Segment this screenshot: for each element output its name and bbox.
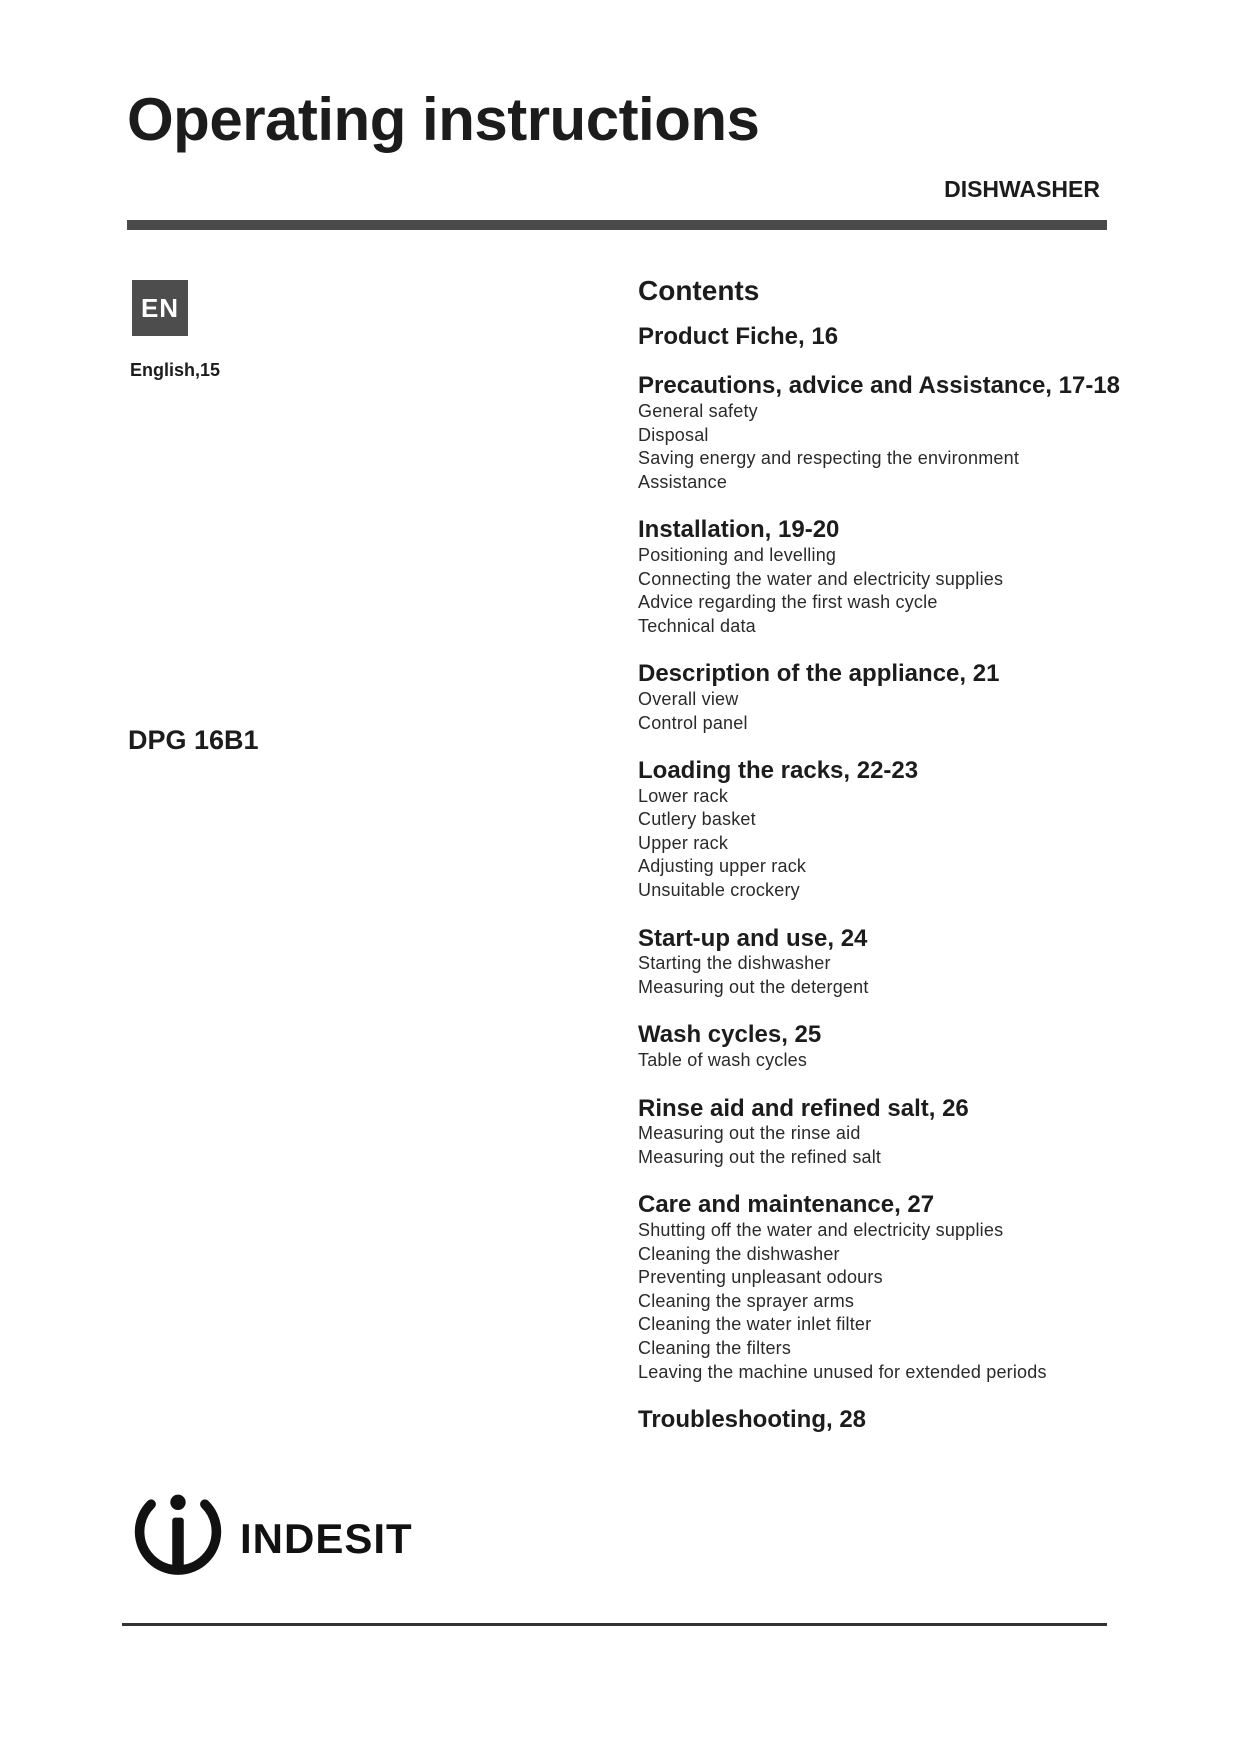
section-items [638, 544, 1218, 638]
section-item: Measuring out the refined salt [638, 1146, 882, 1167]
contents-sections [638, 323, 1218, 1434]
section-items [638, 1122, 1218, 1169]
contents-section [638, 372, 1218, 494]
section-title: Installation, 19-20 [638, 516, 840, 544]
section-title: Troubleshooting, 28 [638, 1406, 867, 1434]
contents-section [638, 925, 1218, 1000]
section-item: Lower rack [638, 785, 729, 806]
section-title: Care and maintenance, 27 [638, 1191, 935, 1219]
contents-section [638, 1406, 1218, 1434]
page-title: Operating instructions [127, 86, 760, 153]
section-item: Cleaning the filters [638, 1337, 792, 1358]
section-item: Overall view [638, 688, 739, 709]
contents-section [638, 1021, 1218, 1072]
brand-name: indesit [240, 1499, 413, 1566]
section-items [638, 1219, 1218, 1384]
contents-section [638, 1095, 1218, 1170]
section-item: Cleaning the dishwasher [638, 1243, 840, 1264]
section-item: Control panel [638, 712, 748, 733]
header-rule [127, 220, 1107, 230]
section-title: Precautions, advice and Assistance, 17-18 [638, 372, 1121, 400]
model-number: DPG 16B1 [128, 725, 259, 755]
section-item: Measuring out the detergent [638, 976, 869, 997]
section-items [638, 952, 1218, 999]
footer-rule [122, 1623, 1107, 1626]
product-type: DISHWASHER [944, 176, 1100, 202]
section-item: Leaving the machine unused for extended periods [638, 1361, 1047, 1382]
section-item: General safety [638, 400, 758, 421]
section-title: Wash cycles, 25 [638, 1021, 822, 1049]
contents-section [638, 660, 1218, 735]
section-item: Positioning and levelling [638, 544, 837, 565]
section-item: Saving energy and respecting the environment [638, 448, 1020, 469]
section-title: Rinse aid and refined salt, 26 [638, 1094, 969, 1122]
section-item: Upper rack [638, 832, 729, 853]
section-title: Loading the racks, 22-23 [638, 757, 919, 785]
section-item: Cleaning the water inlet filter [638, 1314, 872, 1335]
contents-section [638, 1191, 1218, 1384]
section-item: Cutlery basket [638, 809, 756, 830]
contents-section [638, 323, 1218, 351]
section-items [638, 785, 1218, 903]
section-item: Assistance [638, 471, 728, 492]
section-item: Table of wash cycles [638, 1050, 808, 1071]
section-item: Adjusting upper rack [638, 856, 807, 877]
section-title: Product Fiche, 16 [638, 322, 839, 350]
section-item: Advice regarding the first wash cycle [638, 592, 938, 613]
table-of-contents [638, 276, 1218, 1456]
contents-section [638, 516, 1218, 638]
section-title: Description of the appliance, 21 [638, 660, 1000, 688]
contents-section [638, 757, 1218, 903]
info-circle-icon [130, 1485, 226, 1581]
section-title: Start-up and use, 24 [638, 924, 868, 952]
section-items [638, 400, 1218, 494]
contents-title: Contents [638, 275, 760, 306]
section-item: Unsuitable crockery [638, 880, 800, 901]
section-item: Connecting the water and electricity supplies [638, 568, 1004, 589]
language-badge: EN [132, 280, 188, 336]
section-item: Starting the dishwasher [638, 953, 831, 974]
language-page-ref: English,15 [130, 360, 221, 380]
section-item: Technical data [638, 615, 756, 636]
section-item: Shutting off the water and electricity supplies [638, 1220, 1004, 1241]
section-items [638, 1049, 1218, 1073]
section-item: Preventing unpleasant odours [638, 1267, 883, 1288]
section-item: Disposal [638, 424, 709, 445]
section-item: Measuring out the rinse aid [638, 1123, 861, 1144]
indesit-logo [130, 1485, 413, 1581]
section-items [638, 688, 1218, 735]
section-item: Cleaning the sprayer arms [638, 1290, 855, 1311]
